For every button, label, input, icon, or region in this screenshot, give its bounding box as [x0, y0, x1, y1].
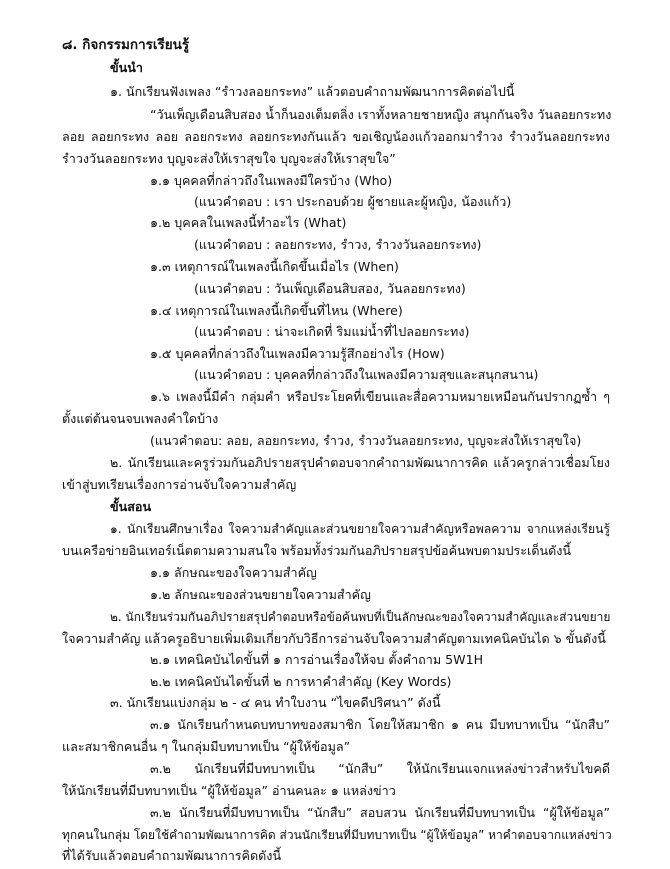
teach-sub-3-1-line-1: ๓.๑ นักเรียนกำหนดบทบาทของสมาชิก โดยให้สมาชิก ๑ คน มีบทบาทเป็น “นักสืบ” [150, 717, 610, 732]
question-1-2: ๑.๒ บุคคลในเพลงนี้ทำอะไร (What) [150, 215, 347, 230]
answer-1-3: (แนวคำตอบ : วันเพ็ญเดือนสิบสอง, วันลอยกระทง) [194, 281, 466, 296]
teach-sub-2-2: ๒.๒ เทคนิคบันไดขั้นที่ ๒ การหาคำสำคัญ (Key Words) [150, 674, 452, 689]
answer-1-4: (แนวคำตอบ : น่าจะเกิดที่ ริมแม่น้ำที่ไปลอยกระทง) [194, 324, 470, 339]
teach-sub-3-1-line-2: และสมาชิกคนอื่น ๆ ในกลุ่มมีบทบาทเป็น “ผู้ให้ข้อมูล” [62, 739, 351, 754]
teach-sub-1-2: ๑.๒ ลักษณะของส่วนขยายใจความสำคัญ [150, 587, 371, 602]
teach-sub-3-2b-line-2: ทุกคนในกลุ่ม โดยใช้คำถามพัฒนาการคิด ส่วนนักเรียนที่มีบทบาทเป็น “ผู้ให้ข้อมูล” หาคำตอบจากแหล่งข่าว [62, 828, 612, 842]
lyrics-line-1: “วันเพ็ญเดือนสิบสอง น้ำก็นองเต็มตลิ่ง เราทั้งหลายชายหญิง สนุกกันจริง วันลอยกระทง [150, 107, 612, 122]
intro-item-1: ๑. นักเรียนฟังเพลง “รำวงลอยกระทง” แล้วตอบคำถามพัฒนาการคิดต่อไปนี้ [110, 84, 515, 99]
question-1-4: ๑.๔ เหตุการณ์ในเพลงนี้เกิดขึ้นที่ไหน (Where) [150, 303, 403, 318]
question-1-6-line-2: ตั้งแต่ต้นจนจบเพลงคำใดบ้าง [62, 411, 219, 426]
lyrics-line-3: รำวงวันลอยกระทง บุญจะส่งให้เราสุขใจ บุญจะส่งให้เราสุขใจ” [62, 151, 396, 166]
teach-item-3: ๓. นักเรียนแบ่งกลุ่ม ๒ - ๔ คน ทำใบงาน “ไขคดีปริศนา” ดังนี้ [110, 695, 441, 710]
question-1-1: ๑.๑ บุคคลที่กล่าวถึงในเพลงมีใครบ้าง (Who) [150, 173, 393, 188]
section-title: ๘. กิจกรรมการเรียนรู้ [62, 37, 190, 53]
teach-sub-3-2a-line-1: ๓.๒ นักเรียนที่มีบทบาทเป็น “นักสืบ” ให้นักเรียนแจกแหล่งข่าวสำหรับไขคดี [150, 761, 610, 776]
teach-sub-3-2b-line-3: ที่ได้รับแล้วตอบคำถามพัฒนาการคิดดังนี้ [62, 848, 282, 863]
question-1-5: ๑.๕ บุคคลที่กล่าวถึงในเพลงมีความรู้สึกอย่างไร (How) [150, 346, 445, 361]
answer-1-6: (แนวคำตอบ: ลอย, ลอยกระทง, รำวง, รำวงวันลอยกระทง, บุญจะส่งให้เราสุขใจ) [150, 433, 582, 448]
intro-item-2-line-2: เข้าสู่บทเรียนเรื่องการอ่านจับใจความสำคัญ [62, 477, 297, 492]
teach-sub-2-1: ๒.๑ เทคนิคบันไดขั้นที่ ๑ การอ่านเรื่องให้จบ ตั้งคำถาม 5W1H [150, 652, 484, 667]
teach-sub-3-2b-line-1: ๓.๒ นักเรียนที่มีบทบาทเป็น “นักสืบ” สอบสวน นักเรียนที่มีบทบาทเป็น “ผู้ให้ข้อมูล” [150, 805, 610, 820]
phase-intro-heading: ขั้นนำ [110, 60, 143, 75]
question-1-6-line-1: ๑.๖ เพลงนี้มีคำ กลุ่มคำ หรือประโยคที่เขียนและสื่อความหมายเหมือนกันปรากฏซ้ำ ๆ [150, 389, 610, 404]
lyrics-line-2: ลอย ลอยกระทง ลอย ลอยกระทง ลอยกระทงกันแล้ว ขอเชิญน้องแก้วออกมารำวง รำวงวันลอยกระทง [62, 129, 610, 144]
question-1-3: ๑.๓ เหตุการณ์ในเพลงนี้เกิดขึ้นเมื่อไร (When) [150, 259, 399, 274]
answer-1-1: (แนวคำตอบ : เรา ประกอบด้วย ผู้ชายและผู้หญิง, น้องแก้ว) [194, 194, 512, 209]
teach-sub-1-1: ๑.๑ ลักษณะของใจความสำคัญ [150, 565, 317, 580]
answer-1-5: (แนวคำตอบ : บุคคลที่กล่าวถึงในเพลงมีความสุขและสนุกสนาน) [194, 367, 539, 382]
intro-item-2-line-1: ๒. นักเรียนและครูร่วมกันอภิปรายสรุปคำตอบจากคำถามพัฒนาการคิด แล้วครูกล่าวเชื่อมโยง [110, 455, 610, 470]
phase-teach-heading: ขั้นสอน [110, 499, 152, 514]
teach-item-2-line-2: ใจความสำคัญ แล้วครูอธิบายเพิ่มเติมเกี่ยวกับวิธีการอ่านจับใจความสำคัญตามเทคนิคบันได ๖ ขั้นดังนี้ [62, 631, 606, 646]
teach-sub-3-2a-line-2: ให้นักเรียนที่มีบทบาทเป็น “ผู้ให้ข้อมูล” อ่านคนละ ๑ แหล่งข่าว [62, 783, 396, 798]
teach-item-1-line-1: ๑. นักเรียนศึกษาเรื่อง ใจความสำคัญและส่วนขยายใจความสำคัญหรือพลความ จากแหล่งเรียนรู้ [110, 522, 610, 536]
teach-item-2-line-1: ๒. นักเรียนร่วมกันอภิปรายสรุปคำตอบหรือข้อค้นพบที่เป็นลักษณะของใจความสำคัญและส่วนขยาย [110, 610, 611, 624]
teach-item-1-line-2: บนเครือข่ายอินเทอร์เน็ตตามความสนใจ พร้อมทั้งร่วมกันอภิปรายสรุปข้อค้นพบตามประเด็นดังนี้ [62, 543, 572, 558]
answer-1-2: (แนวคำตอบ : ลอยกระทง, รำวง, รำวงวันลอยกระทง) [194, 237, 482, 252]
